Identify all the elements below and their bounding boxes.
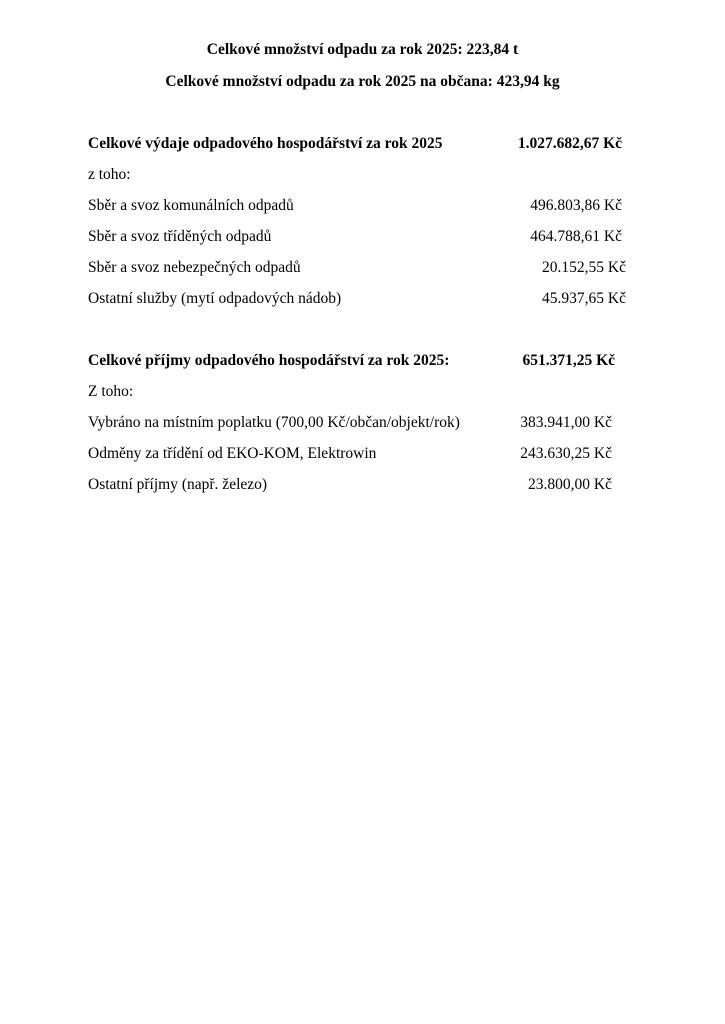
expense-item-label: Ostatní služby (mytí odpadových nádob) [88, 290, 342, 307]
income-item-label: Vybráno na místním poplatku (700,00 Kč/občan/objekt/rok) [88, 414, 460, 431]
expense-item-label: Sběr a svoz tříděných odpadů [88, 228, 272, 245]
income-title: Celkové příjmy odpadového hospodářství za rok 2025: [88, 352, 450, 369]
income-subtitle: Z toho: [88, 383, 134, 400]
expenses-title: Celkové výdaje odpadového hospodářství za rok 2025 [88, 135, 443, 152]
expense-item-amount: 20.152,55 Kč [542, 259, 626, 276]
expense-item-amount: 45.937,65 Kč [542, 290, 626, 307]
expense-item-amount: 464.788,61 Kč [530, 228, 622, 245]
expense-item-label: Sběr a svoz komunálních odpadů [88, 197, 294, 214]
income-item-label: Ostatní příjmy (např. železo) [88, 476, 268, 493]
income-total: 651.371,25 Kč [522, 352, 615, 369]
expense-item-label: Sběr a svoz nebezpečných odpadů [88, 259, 301, 276]
expense-item-amount: 496.803,86 Kč [530, 197, 622, 214]
income-item-label: Odměny za třídění od EKO-KOM, Elektrowin [88, 445, 377, 462]
income-item-amount: 23.800,00 Kč [528, 476, 612, 493]
income-item-amount: 243.630,25 Kč [520, 445, 612, 462]
expenses-subtitle: z toho: [88, 166, 131, 183]
total-waste-heading: Celkové množství odpadu za rok 2025: 223,84 t [206, 41, 519, 58]
income-item-amount: 383.941,00 Kč [520, 414, 612, 431]
waste-per-citizen-heading: Celkové množství odpadu za rok 2025 na občana: 423,94 kg [165, 73, 560, 90]
expenses-total: 1.027.682,67 Kč [517, 135, 622, 152]
